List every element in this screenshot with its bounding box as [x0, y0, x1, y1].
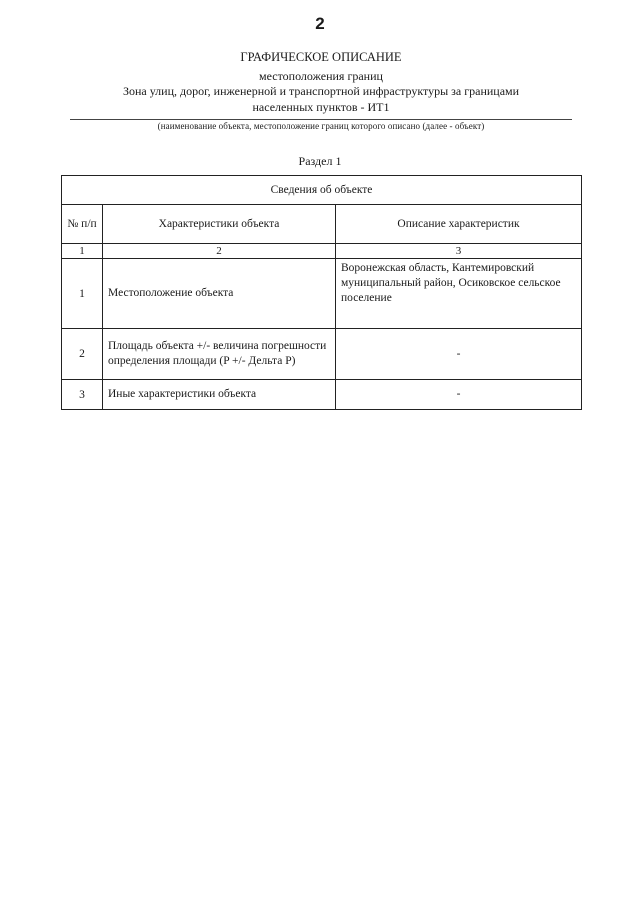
- column-number: 2: [103, 244, 336, 259]
- section-label: Раздел 1: [298, 154, 342, 168]
- document-title: ГРАФИЧЕСКОЕ ОПИСАНИЕ: [240, 50, 402, 64]
- row-name: Площадь объекта +/- величина погрешности определения площади (P +/- Дельта P): [103, 329, 336, 380]
- header-divider: [70, 119, 572, 120]
- document-header: [70, 50, 572, 115]
- header-line-2: Зона улиц, дорог, инженерной и транспортной инфраструктуры за границами: [122, 84, 520, 98]
- header-line-1: местоположения границ: [259, 68, 383, 83]
- header-desc: Описание характеристик: [336, 205, 582, 244]
- header-name: Характеристики объекта: [103, 205, 336, 244]
- row-num: 3: [62, 380, 103, 410]
- object-info-table: [61, 175, 582, 410]
- table-caption: Сведения об объекте: [62, 176, 582, 205]
- row-desc: -: [336, 329, 582, 380]
- column-numbers-row: [62, 244, 582, 259]
- table-row: [62, 259, 582, 329]
- header-line-3: населенных пунктов - ИТ1: [252, 99, 390, 114]
- column-number: 1: [62, 244, 103, 259]
- row-desc: -: [336, 380, 582, 410]
- table-row: [62, 380, 582, 410]
- page-number: 2: [315, 14, 325, 33]
- row-name: Иные характеристики объекта: [103, 380, 336, 410]
- row-desc: Воронежская область, Кантемировский муниципальный район, Осиковское сельское поселение: [336, 259, 582, 329]
- table-row: [62, 329, 582, 380]
- row-num: 1: [62, 259, 103, 329]
- table-header-row: [62, 205, 582, 244]
- row-num: 2: [62, 329, 103, 380]
- row-name: Местоположение объекта: [103, 259, 336, 329]
- column-number: 3: [336, 244, 582, 259]
- object-caption: (наименование объекта, местоположение границ которого описано (далее - объект): [157, 121, 485, 131]
- table-caption-row: [62, 176, 582, 205]
- header-num: № п/п: [62, 205, 103, 244]
